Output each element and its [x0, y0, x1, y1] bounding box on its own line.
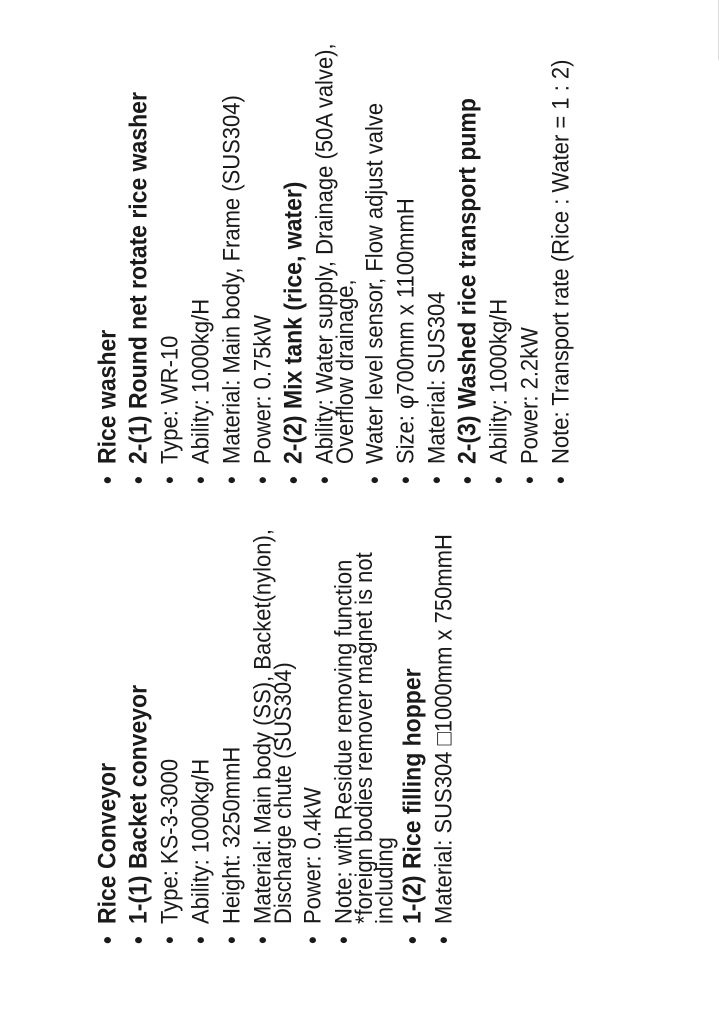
spec-pump-power: • Power: 2.2kW	[519, 14, 540, 484]
spec-mix-ability: • Ability: Water supply, Drainage (50A valve), Overflow drainage,	[314, 14, 355, 484]
subheading-backet-conveyor: • 1-(1) Backet conveyor	[128, 504, 149, 944]
spec-hopper-material: • Material: SUS304 □1000mm x 750mmH	[433, 504, 454, 944]
spec-mix-material: • Material: SUS304	[426, 14, 447, 484]
spec-height: • Height: 3250mmH	[221, 504, 242, 944]
rice-washer-column	[92, 14, 581, 484]
spec-material: • Material: Main body (SS), Backet(nylon), Discharge chute (SUS304)	[252, 504, 293, 944]
spec-pump-ability: • Ability: 1000kg/H	[488, 14, 509, 484]
rice-conveyor-list	[92, 504, 457, 944]
rice-washer-list	[92, 14, 574, 484]
spec-power: • Power: 0.4kW	[302, 504, 323, 944]
section-heading-rice-washer: • Rice washer	[97, 14, 118, 484]
subheading-rice-filling-hopper: • 1-(2) Rice filling hopper	[402, 504, 423, 944]
spec-size: • Size: φ700mm x 1100mmH	[395, 14, 416, 484]
spec-level-sensor: • Water level sensor, Flow adjust valve	[364, 14, 385, 484]
spec-type: • Type: KS-3-3000	[159, 504, 180, 944]
subheading-transport-pump: • 2-(3) Washed rice transport pump	[457, 14, 478, 484]
spec-material: • Material: Main body, Frame (SUS304)	[221, 14, 242, 484]
spec-note: • Note: with Residue removing function *foreign bodies remover magnet is not including	[333, 504, 395, 944]
section-heading-rice-conveyor: • Rice Conveyor	[97, 504, 118, 944]
subheading-mix-tank: • 2-(2) Mix tank (rice, water)	[283, 14, 304, 484]
spec-pump-note: • Note: Transport rate (Rice : Water = 1 : 2)	[550, 14, 571, 484]
spec-power: • Power: 0.75kW	[252, 14, 273, 484]
spec-type: • Type: WR-10	[159, 14, 180, 484]
footer-divider	[718, 0, 719, 60]
rice-conveyor-column	[92, 504, 464, 944]
spec-ability: • Ability: 1000kg/H	[190, 504, 211, 944]
subheading-round-net-washer: • 2-(1) Round net rotate rice washer	[128, 14, 149, 484]
spec-ability: • Ability: 1000kg/H	[190, 14, 211, 484]
